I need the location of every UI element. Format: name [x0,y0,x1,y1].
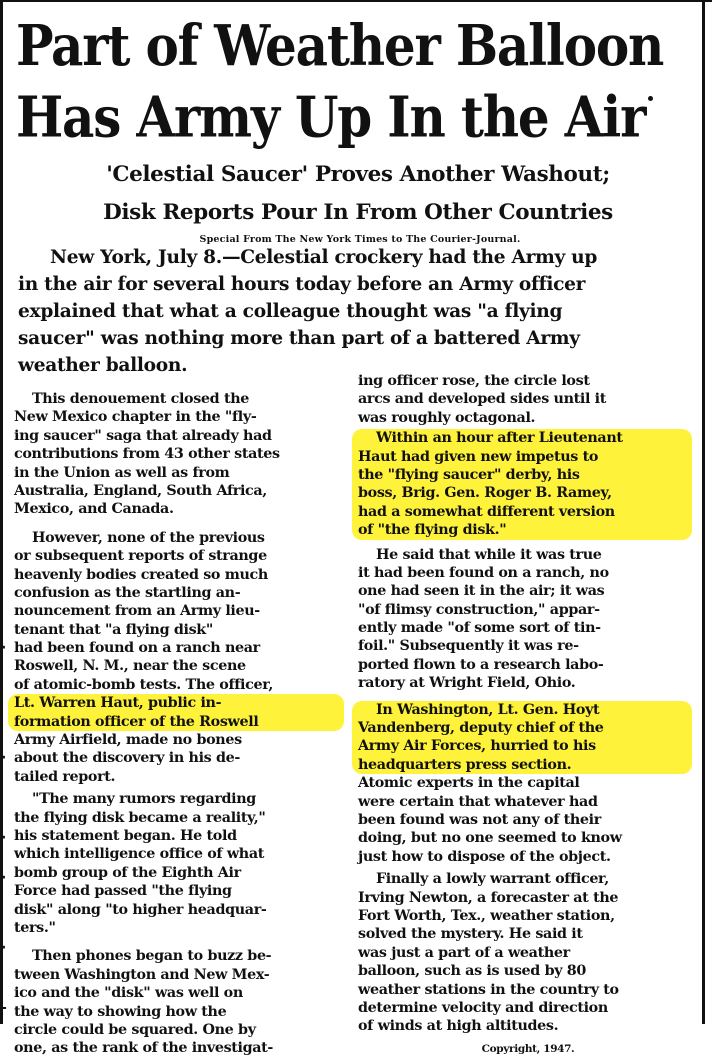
text-line: it had been found on a ranch, no [358,564,609,581]
lead-line: in the air for several hours today before an Army officer [18,274,586,295]
headline-speck [648,96,653,101]
text-line: the flying disk became a reality," [14,809,266,826]
text-line: one, as the rank of the investigat- [14,1040,274,1057]
text-line: was roughly octagonal. [358,409,536,426]
text-line: ing saucer" saga that already had [14,427,272,444]
text-line: Haut had given new impetus to [358,448,599,465]
text-line: doing, but no one seemed to know [358,830,622,847]
text-line: about the discovery in his de- [14,750,240,767]
text-line: determine velocity and direction [358,999,608,1016]
margin-tick: · [1,870,7,886]
text-line: Army Airfield, made no bones [14,732,242,749]
text-line: disk" along "to higher headquar- [14,901,267,918]
text-line: circle could be squared. One by [14,1021,256,1038]
text-line: of atomic-bomb tests. The officer, [14,676,274,693]
subheadline-line-1: 'Celestial Saucer' Proves Another Washout; [106,162,610,187]
margin-tick: · [1,640,7,656]
text-line: However, none of the previous [32,529,265,546]
highlighted-passage [8,694,344,731]
text-line: bomb group of the Eighth Air [14,864,241,881]
text-line: ently made "of some sort of tin- [358,620,601,637]
left-column [14,390,350,1058]
text-line: had been found on a ranch near [14,640,260,657]
text-line: He said that while it was true [376,546,602,563]
text-line: Irving Newton, a forecaster at the [358,889,619,906]
right-border [702,0,705,1024]
text-line: confusion as the startling an- [14,584,241,601]
text-line: contributions from 43 other states [14,446,280,463]
text-line: of "the flying disk." [358,522,507,539]
text-line: tween Washington and New Mex- [14,966,270,983]
text-line: had a somewhat different version [358,503,615,520]
highlighted-passage [352,429,692,539]
byline-credit: Special From The New York Times to The Courier-Journal. [199,234,521,245]
paragraph [14,947,350,1057]
text-line: was just a part of a weather [358,944,570,961]
text-line: were certain that whatever had [358,793,598,810]
margin-tick: · [1,940,7,956]
text-line: Roswell, N. M., near the scene [14,658,246,675]
margin-tick: · [1,830,7,846]
text-line: Force had passed "the flying [14,883,232,900]
text-line: the way to showing how the [14,1003,227,1020]
margin-tick: · [1,750,7,766]
headline [16,10,706,153]
text-line: in the Union as well as from [14,464,230,481]
margin-tick: - [1,1000,7,1016]
paragraph [358,372,698,427]
top-border [0,0,712,2]
text-line: foil." Subsequently it was re- [358,638,579,655]
lead-line: New York, July 8.—Celestial crockery had the Army up [50,247,598,268]
text-line: just how to dispose of the object. [358,848,611,865]
text-line: In Washington, Lt. Gen. Hoyt [376,701,600,718]
highlighted-passage [352,701,692,775]
text-line: Fort Worth, Tex., weather station, [358,907,615,924]
text-line: tailed report. [14,768,116,785]
text-line: Mexico, and Canada. [14,501,174,518]
lead-line: explained that what a colleague thought was "a flying [18,301,563,322]
text-line: Army Air Forces, hurried to his [358,738,596,755]
text-line: one had seen it in the air; it was [358,583,605,600]
paragraph [358,870,698,1036]
text-line: tenant that "a flying disk" [14,621,213,638]
text-line: formation officer of the Roswell [14,713,259,730]
text-line: ters." [14,919,56,936]
text-line: ing officer rose, the circle lost [358,373,590,389]
subheadline [28,156,688,232]
text-line: the "flying saucer" derby, his [358,466,580,483]
text-line: This denouement closed the [32,391,249,407]
paragraph [358,546,698,693]
text-line: Vandenberg, deputy chief of the [358,720,604,737]
text-line: Atomic experts in the capital [358,775,580,792]
text-line: "The many rumors regarding [32,791,256,808]
subheadline-line-2: Disk Reports Pour In From Other Countries [103,200,613,225]
text-line: balloon, such as is used by 80 [358,963,587,980]
paragraph [14,390,350,519]
paragraph [358,774,698,866]
paragraph [14,790,350,937]
text-line: weather stations in the country to [358,981,619,998]
text-line: Lt. Warren Haut, public in- [14,695,222,712]
text-line: headquarters press section. [358,756,572,773]
paragraph [14,529,350,786]
text-line: or subsequent reports of strange [14,548,267,565]
text-line: "of flimsy construction," appar- [358,601,600,618]
headline-line-1: Part of Weather Balloon [16,12,664,79]
copyright-line: Copyright, 1947. [481,1042,575,1055]
text-line: arcs and developed sides until it [358,391,607,408]
lead-line: saucer" was nothing more than part of a battered Army [18,328,580,349]
text-line: Australia, England, South Africa, [14,482,267,499]
lead-line: weather balloon. [18,355,188,376]
text-line: New Mexico chapter in the "fly- [14,409,257,426]
text-line: Within an hour after Lieutenant [376,430,623,447]
text-line: been found was not any of their [358,811,601,828]
left-margin-marks [0,640,10,1020]
text-line: ported flown to a research labo- [358,656,604,673]
headline-line-2: Has Army Up In the Air [16,83,646,150]
text-line: which intelligence office of what [14,846,265,863]
text-line: boss, Brig. Gen. Roger B. Ramey, [358,485,612,502]
text-line: his statement began. He told [14,827,237,844]
text-line: ico and the "disk" was well on [14,985,243,1002]
text-line: Finally a lowly warrant officer, [376,871,609,888]
lead-paragraph [18,244,694,379]
text-line: nouncement from an Army lieu- [14,603,260,620]
right-column [358,372,698,1058]
text-line: heavenly bodies created so much [14,566,268,583]
text-line: solved the mystery. He said it [358,926,583,943]
text-line: ratory at Wright Field, Ohio. [358,675,576,692]
text-line: Then phones began to buzz be- [32,948,272,965]
text-line: of winds at high altitudes. [358,1018,559,1035]
